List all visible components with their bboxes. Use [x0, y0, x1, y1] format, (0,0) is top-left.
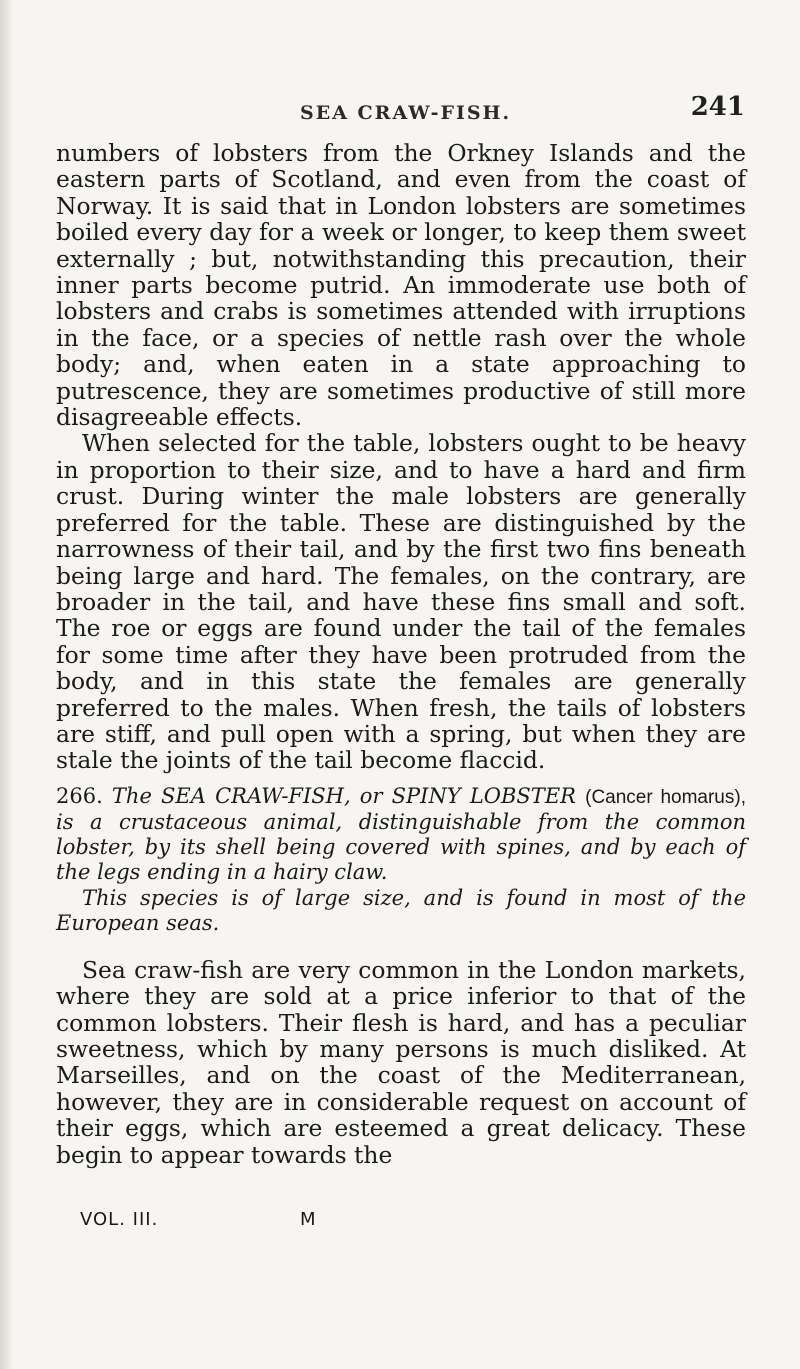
paragraph-continuation: numbers of lobsters from the Orkney Islands and the eastern parts of Scotland, and even from the coast of Norway. It is said that in London lobsters are sometimes boiled every day for a week or longer, to keep them sweet externally ; but, notwithstanding this precaution, their inner parts become putrid. An immoderate use both of lobsters and crabs is sometimes attended with irruptions in the face, or a species of nettle rash over the whole body; and, when eaten in a state approaching to putrescence, they are sometimes productive of still more disagreeable effects. [56, 139, 746, 432]
volume-label: VOL. III. [80, 1209, 159, 1230]
entry-description: is a crustaceous animal, distinguishable from the common lobster, by its shell being covered with spines, and by each of the legs ending in a hairy claw. [56, 809, 746, 884]
entry-number: 266. [56, 783, 103, 808]
running-title: SEA CRAW-FISH. [300, 102, 512, 124]
signature-mark: M [300, 1209, 316, 1230]
paragraph-lobster-selection: When selected for the table, lobsters ought to be heavy in proportion to their size, and to have a hard and firm crust. During winter the male lobsters are generally preferred for the table. These are distinguished by the narrowness of their tail, and by the first two fins beneath being large and hard. The females, on the contrary, are broader in the tail, and have these fins small and soft. The roe or eggs are found under the tail of the females for some time after they have been protruded from the body, and in this state the females are generally preferred to the males. When fresh, the tails of lobsters are stiff, and pull open with a spring, but when they are stale the joints of the tail become flaccid. [56, 429, 746, 775]
spine-shadow [0, 0, 14, 1369]
entry-name: The SEA CRAW-FISH, or SPINY LOBSTER [111, 783, 576, 808]
species-entry [56, 784, 746, 885]
text-block [56, 140, 746, 1168]
entry-latin-name: (Cancer homarus), [585, 786, 746, 808]
entry-note: This species is of large size, and is found in most of the European seas. [56, 885, 746, 935]
paragraph-sea-crawfish: Sea craw-fish are very common in the London markets, where they are sold at a price inferior to that of the common lobsters. Their flesh is hard, and has a peculiar sweetness, which by many persons is much disliked. At Marseilles, and on the coast of the Mediterranean, however, they are in considerable request on account of their eggs, which are esteemed a great delicacy. These begin to appear towards the [56, 955, 746, 1169]
page-number: 241 [690, 92, 745, 122]
running-head [300, 92, 745, 132]
page-footer [80, 1209, 600, 1235]
